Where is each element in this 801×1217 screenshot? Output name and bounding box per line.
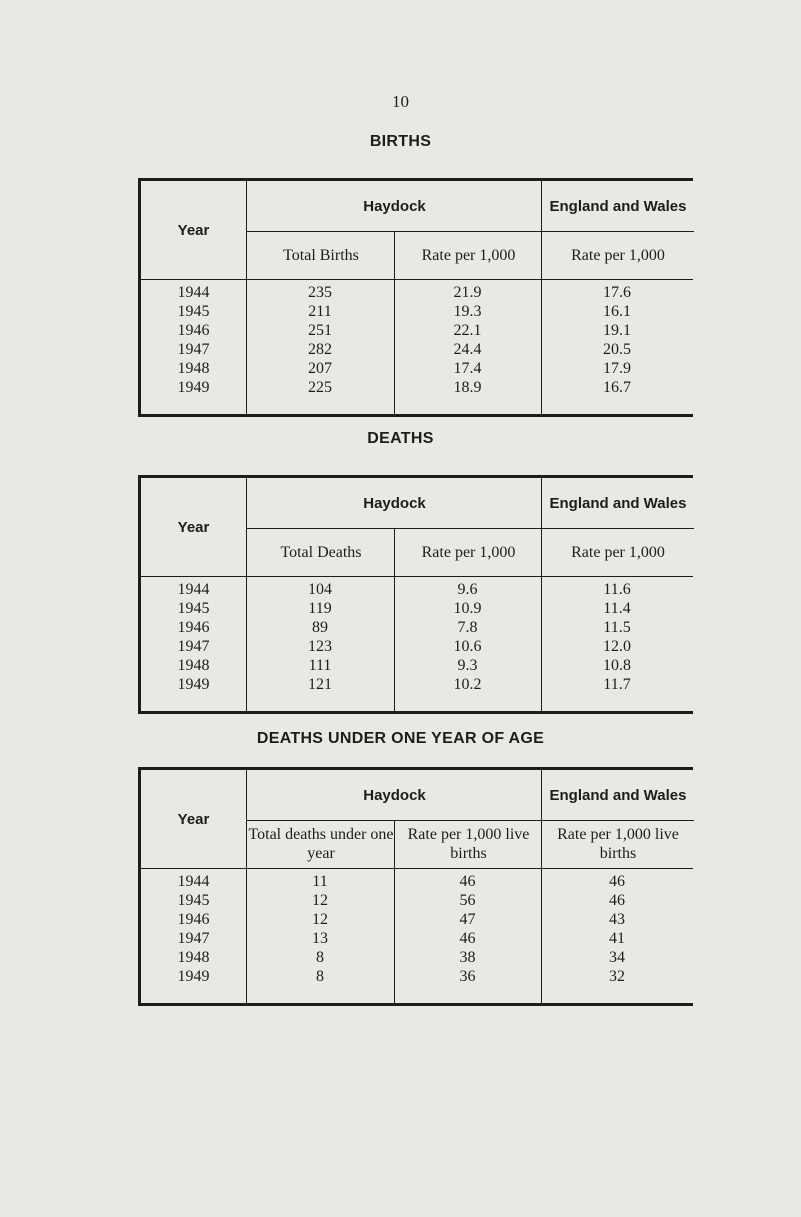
year-cell: 1947 bbox=[177, 930, 210, 947]
year-header: Year bbox=[177, 221, 210, 239]
total-cell: 89 bbox=[312, 619, 328, 636]
table-row bbox=[141, 360, 693, 379]
table-row bbox=[141, 949, 693, 968]
ew-rate-header: Rate per 1,000 bbox=[541, 528, 694, 576]
year-cell: 1946 bbox=[177, 619, 210, 636]
ew-rate-cell: 16.1 bbox=[603, 303, 631, 320]
table-row bbox=[141, 892, 693, 911]
year-cell: 1949 bbox=[177, 379, 210, 396]
table-row bbox=[141, 968, 693, 987]
table-row bbox=[141, 638, 693, 657]
year-cell: 1945 bbox=[177, 892, 210, 909]
total-infant-deaths-header: Total deaths under one year bbox=[246, 820, 395, 868]
table-row bbox=[141, 619, 693, 638]
ew-rate-cell: 17.9 bbox=[603, 360, 631, 377]
haydock-rate-cell: 7.8 bbox=[457, 619, 478, 636]
haydock-rate-cell: 46 bbox=[459, 930, 476, 947]
year-cell: 1945 bbox=[177, 303, 210, 320]
year-cell: 1947 bbox=[177, 341, 210, 358]
table-row bbox=[141, 930, 693, 949]
haydock-header: Haydock bbox=[246, 770, 542, 821]
haydock-rate-cell: 36 bbox=[459, 968, 476, 985]
total-deaths-header: Total Deaths bbox=[246, 528, 395, 576]
table-header bbox=[141, 770, 693, 869]
births-title: BIRTHS bbox=[369, 133, 432, 150]
year-cell: 1946 bbox=[177, 322, 210, 339]
table-row bbox=[141, 322, 693, 341]
ew-rate-cell: 12.0 bbox=[603, 638, 631, 655]
ew-rate-cell: 17.6 bbox=[603, 284, 631, 301]
haydock-rate-cell: 9.3 bbox=[457, 657, 478, 674]
year-cell: 1948 bbox=[177, 360, 210, 377]
infant-deaths-title: DEATHS UNDER ONE YEAR OF AGE bbox=[256, 730, 545, 747]
table-row bbox=[141, 600, 693, 619]
ew-rate-cell: 11.7 bbox=[603, 676, 631, 693]
ew-rate-cell: 11.4 bbox=[603, 600, 631, 617]
table-row bbox=[141, 873, 693, 892]
deaths-table bbox=[138, 475, 693, 714]
ew-rate-header: Rate per 1,000 bbox=[541, 231, 694, 279]
total-cell: 282 bbox=[308, 341, 332, 358]
year-cell: 1944 bbox=[177, 581, 210, 598]
total-cell: 123 bbox=[308, 638, 332, 655]
year-cell: 1949 bbox=[177, 968, 210, 985]
haydock-rate-header: Rate per 1,000 bbox=[394, 528, 542, 576]
table-body bbox=[141, 577, 693, 711]
ew-rate-cell: 46 bbox=[609, 873, 625, 890]
table-row bbox=[141, 657, 693, 676]
haydock-rate-header: Rate per 1,000 bbox=[394, 231, 542, 279]
haydock-rate-cell: 18.9 bbox=[453, 379, 482, 396]
england-wales-header: England and Wales bbox=[541, 181, 694, 232]
page-number: 10 bbox=[392, 92, 409, 111]
haydock-header: Haydock bbox=[246, 478, 542, 529]
total-cell: 121 bbox=[308, 676, 332, 693]
haydock-rate-header: Rate per 1,000 live births bbox=[394, 820, 542, 868]
table-row bbox=[141, 676, 693, 695]
ew-rate-cell: 34 bbox=[609, 949, 625, 966]
total-births-header: Total Births bbox=[246, 231, 395, 279]
year-cell: 1947 bbox=[177, 638, 210, 655]
total-cell: 111 bbox=[308, 657, 332, 674]
year-cell: 1944 bbox=[177, 284, 210, 301]
haydock-header: Haydock bbox=[246, 181, 542, 232]
haydock-rate-cell: 38 bbox=[459, 949, 476, 966]
haydock-rate-cell: 10.6 bbox=[453, 638, 482, 655]
table-row bbox=[141, 379, 693, 398]
haydock-rate-cell: 22.1 bbox=[453, 322, 482, 339]
ew-rate-cell: 16.7 bbox=[603, 379, 631, 396]
table-header bbox=[141, 181, 693, 280]
ew-rate-cell: 20.5 bbox=[603, 341, 631, 358]
haydock-rate-cell: 21.9 bbox=[453, 284, 482, 301]
ew-rate-cell: 11.6 bbox=[603, 581, 631, 598]
total-cell: 235 bbox=[308, 284, 332, 301]
year-cell: 1944 bbox=[177, 873, 210, 890]
total-cell: 8 bbox=[316, 968, 324, 985]
total-cell: 119 bbox=[308, 600, 332, 617]
table-header bbox=[141, 478, 693, 577]
haydock-rate-cell: 56 bbox=[459, 892, 476, 909]
ew-rate-header: Rate per 1,000 live births bbox=[541, 820, 694, 868]
ew-rate-cell: 19.1 bbox=[603, 322, 631, 339]
year-cell: 1948 bbox=[177, 657, 210, 674]
ew-rate-cell: 10.8 bbox=[603, 657, 631, 674]
total-cell: 11 bbox=[312, 873, 328, 890]
ew-rate-cell: 32 bbox=[609, 968, 625, 985]
total-cell: 211 bbox=[308, 303, 332, 320]
england-wales-header: England and Wales bbox=[541, 478, 694, 529]
table-body bbox=[141, 869, 693, 1003]
table-row bbox=[141, 303, 693, 322]
total-cell: 251 bbox=[308, 322, 332, 339]
year-cell: 1946 bbox=[177, 911, 210, 928]
total-cell: 12 bbox=[312, 911, 328, 928]
haydock-rate-cell: 17.4 bbox=[453, 360, 482, 377]
year-cell: 1948 bbox=[177, 949, 210, 966]
table-body bbox=[141, 280, 693, 414]
total-cell: 104 bbox=[308, 581, 332, 598]
table-row bbox=[141, 911, 693, 930]
table-row bbox=[141, 341, 693, 360]
haydock-rate-cell: 10.2 bbox=[453, 676, 482, 693]
births-table bbox=[138, 178, 693, 417]
ew-rate-cell: 41 bbox=[609, 930, 625, 947]
year-header: Year bbox=[177, 810, 210, 828]
haydock-rate-cell: 46 bbox=[459, 873, 476, 890]
ew-rate-cell: 46 bbox=[609, 892, 625, 909]
year-cell: 1949 bbox=[177, 676, 210, 693]
ew-rate-cell: 11.5 bbox=[603, 619, 631, 636]
haydock-rate-cell: 47 bbox=[459, 911, 476, 928]
total-cell: 207 bbox=[308, 360, 332, 377]
haydock-rate-cell: 24.4 bbox=[453, 341, 482, 358]
haydock-rate-cell: 19.3 bbox=[453, 303, 482, 320]
haydock-rate-cell: 10.9 bbox=[453, 600, 482, 617]
england-wales-header: England and Wales bbox=[541, 770, 694, 821]
year-cell: 1945 bbox=[177, 600, 210, 617]
table-row bbox=[141, 581, 693, 600]
total-cell: 13 bbox=[312, 930, 328, 947]
table-row bbox=[141, 284, 693, 303]
infant-deaths-table bbox=[138, 767, 693, 1006]
total-cell: 8 bbox=[316, 949, 324, 966]
total-cell: 225 bbox=[308, 379, 332, 396]
ew-rate-cell: 43 bbox=[609, 911, 625, 928]
deaths-title: DEATHS bbox=[367, 430, 434, 447]
total-cell: 12 bbox=[312, 892, 328, 909]
haydock-rate-cell: 9.6 bbox=[457, 581, 478, 598]
year-header: Year bbox=[177, 518, 210, 536]
